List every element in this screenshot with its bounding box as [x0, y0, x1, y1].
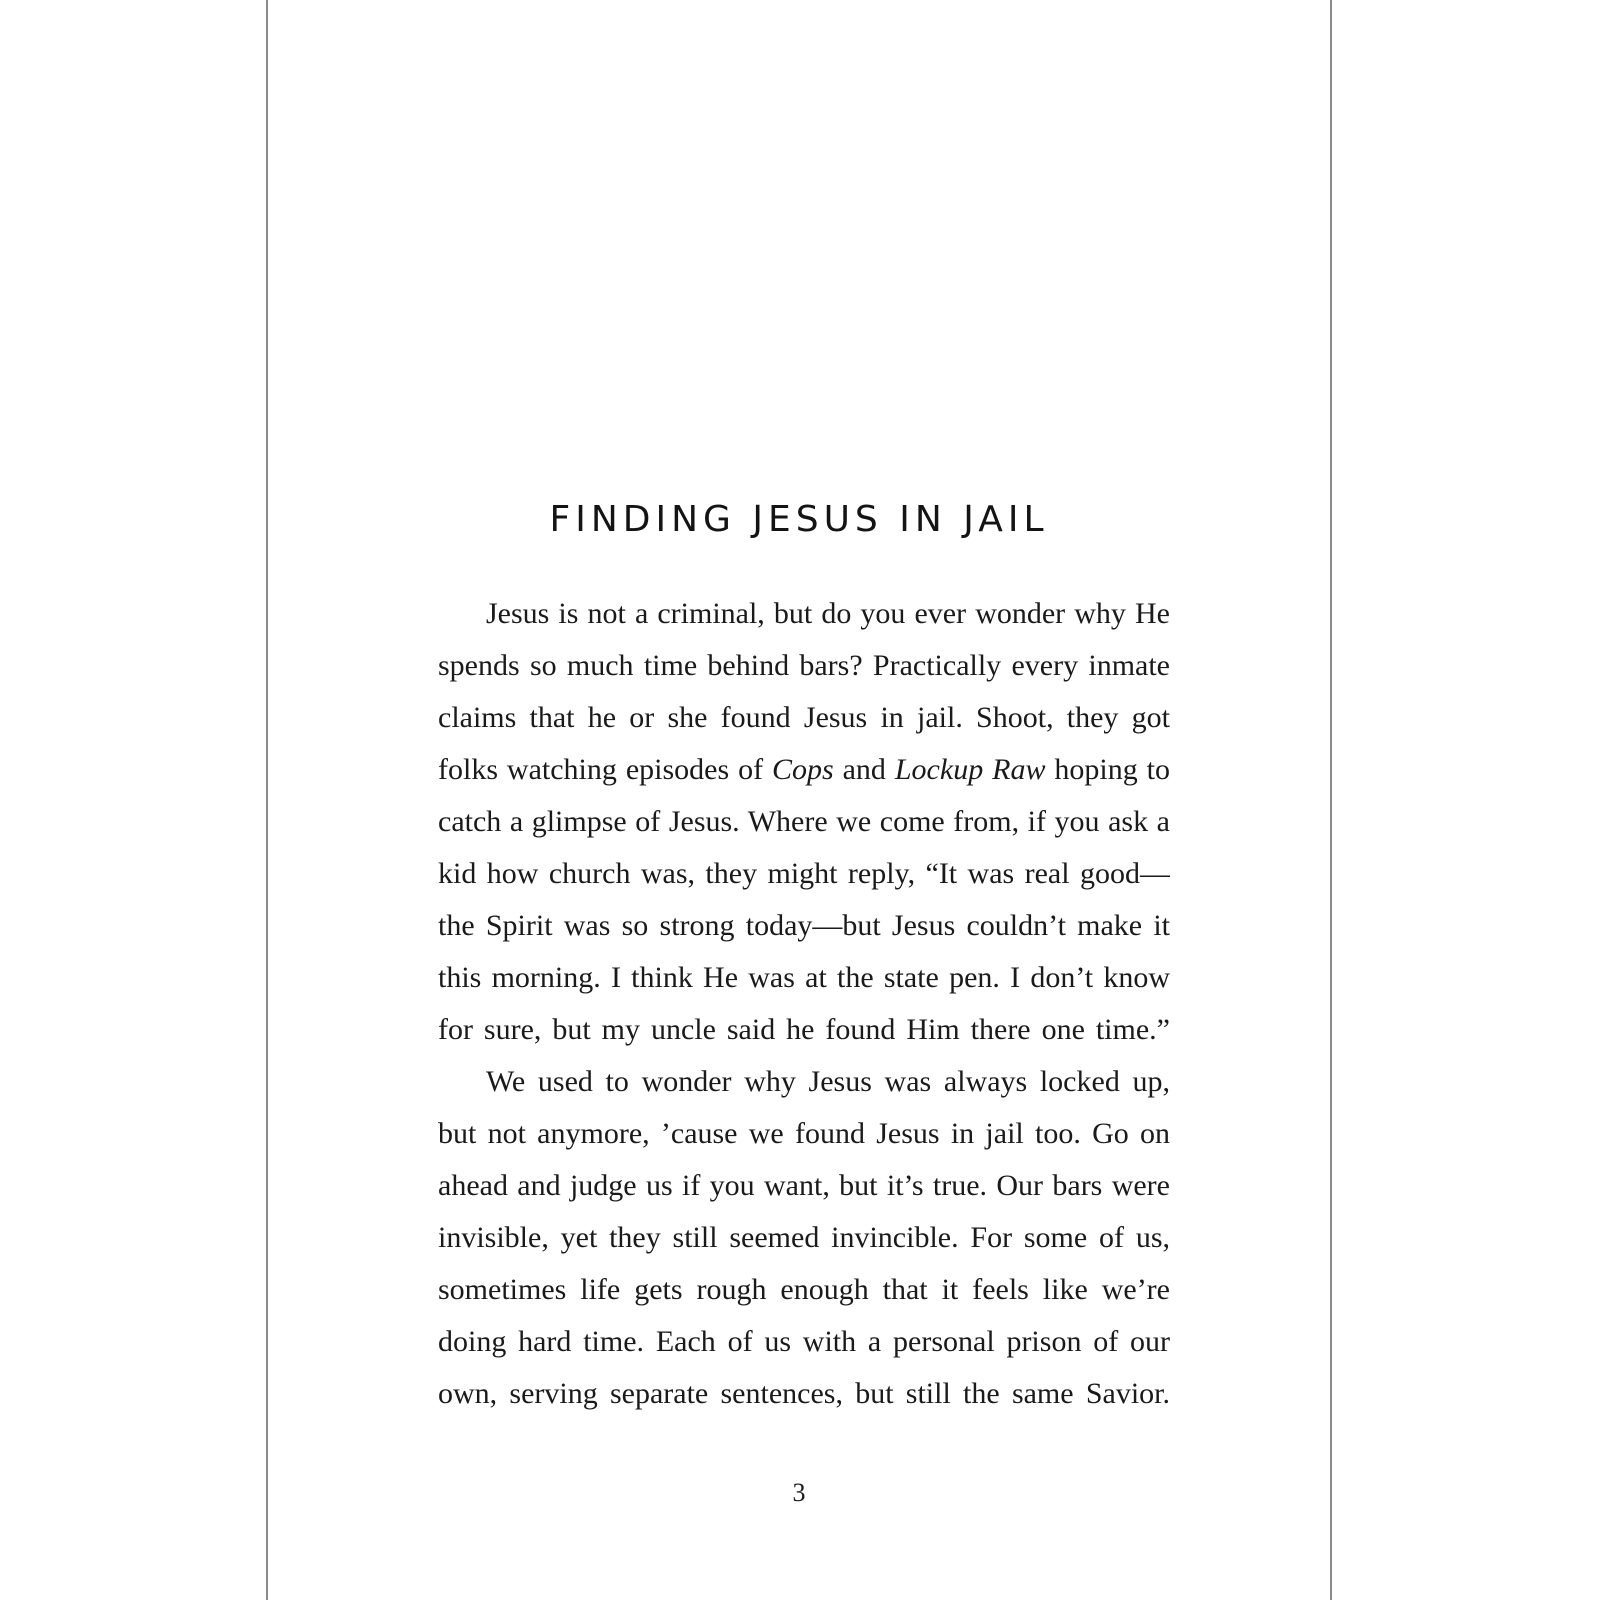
- text-line: catch a glimpse of Jesus. Where we come from, if you ask a: [438, 805, 1170, 838]
- text-line: We used to wonder why Jesus was always locked up,: [486, 1065, 1170, 1098]
- text-line: own, serving separate sentences, but still the same Savior.: [438, 1377, 1170, 1410]
- text-line: kid how church was, they might reply, “It was real good—: [438, 857, 1170, 890]
- text-line-with-titles: [438, 744, 1170, 796]
- tv-show-title-lockup-raw: Lockup Raw: [894, 753, 1046, 786]
- text-line: Jesus is not a criminal, but do you ever wonder why He: [486, 597, 1170, 630]
- book-page: [266, 0, 1332, 1600]
- page-number: 3: [792, 1478, 806, 1507]
- chapter-title: FINDING JESUS IN JAIL: [549, 499, 1049, 540]
- text-segment: folks watching episodes of: [438, 753, 772, 786]
- text-line: sometimes life gets rough enough that it feels like we’re: [438, 1273, 1170, 1306]
- text-line: doing hard time. Each of us with a personal prison of our: [438, 1325, 1170, 1358]
- text-segment: and: [833, 753, 895, 786]
- text-line: ahead and judge us if you want, but it’s true. Our bars were: [438, 1169, 1170, 1202]
- tv-show-title-cops: Cops: [772, 753, 834, 786]
- text-line: invisible, yet they still seemed invincible. For some of us,: [438, 1221, 1170, 1254]
- text-line: this morning. I think He was at the state pen. I don’t know: [438, 961, 1170, 994]
- text-line: but not anymore, ’cause we found Jesus in jail too. Go on: [438, 1117, 1170, 1150]
- text-segment: hoping to: [1045, 753, 1170, 786]
- text-line: claims that he or she found Jesus in jail. Shoot, they got: [438, 701, 1170, 734]
- text-line: the Spirit was so strong today—but Jesus couldn’t make it: [438, 909, 1170, 942]
- paragraph-1: [438, 588, 1170, 1056]
- text-line: for sure, but my uncle said he found Him there one time.”: [438, 1013, 1170, 1046]
- paragraph-2: [438, 1056, 1170, 1420]
- text-line: spends so much time behind bars? Practically every inmate: [438, 649, 1170, 682]
- body-text: [438, 588, 1170, 1420]
